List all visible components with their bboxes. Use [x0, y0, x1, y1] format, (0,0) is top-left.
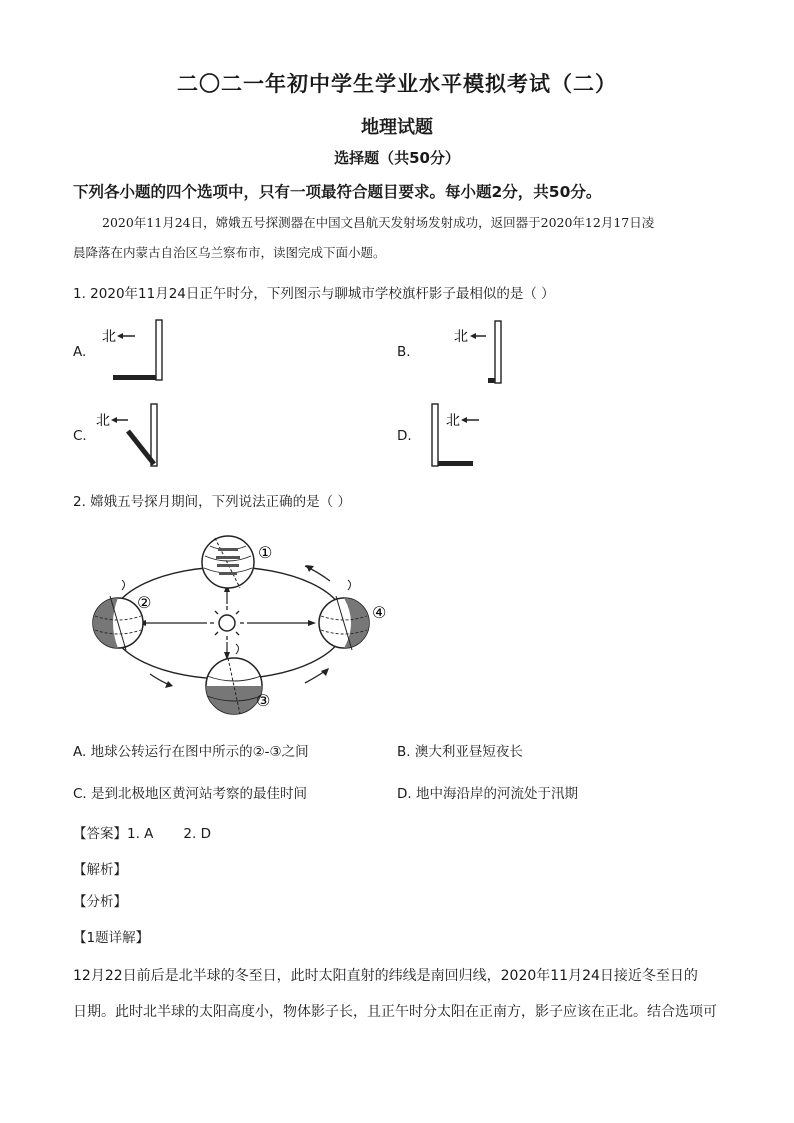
- label-2: ②: [137, 593, 152, 612]
- q1-option-c-label: C.: [73, 428, 87, 444]
- detail-label: 【1题详解】: [73, 930, 150, 946]
- answer-block: [73, 822, 211, 842]
- answer-label: 【答案】: [73, 826, 127, 842]
- instruction-text: 下列各小题的四个选项中，只有一项最符合题目要求。每小题2分，共50分。: [73, 183, 602, 201]
- q1-option-c-figure: [92, 402, 172, 470]
- north-label: 北: [446, 413, 460, 429]
- detail-line-1: 12月22日前后是北半球的冬至日，此时太阳直射的纬线是南回归线，2020年11月24日接近冬至日的: [73, 968, 698, 984]
- q1-option-b-label: B.: [397, 344, 411, 360]
- q2-option-b: B. 澳大利亚昼短夜长: [397, 744, 523, 760]
- flagpole: [151, 404, 157, 466]
- section-heading: 选择题（共50分）: [334, 149, 460, 167]
- label-1: ①: [258, 543, 273, 562]
- sun-icon: [210, 606, 244, 640]
- north-label: 北: [102, 329, 116, 345]
- q1-option-a-figure: [95, 318, 175, 386]
- rotation-arrow-icon: [236, 644, 239, 654]
- q2-option-c: C. 是到北极地区黄河站考察的最佳时间: [73, 786, 308, 802]
- page-title: 二〇二一年初中学生学业水平模拟考试（二）: [177, 72, 617, 96]
- q1-option-a-label: A.: [73, 344, 87, 360]
- shadow: [488, 378, 495, 383]
- orbit-arrow-icon: [306, 565, 314, 572]
- earth-position-4: [319, 596, 369, 650]
- q1-option-b-figure: [420, 320, 510, 386]
- q2-option-d: D. 地中海沿岸的河流处于汛期: [397, 786, 578, 802]
- arrow-left-icon: [117, 333, 123, 339]
- fenxi-label: 【分析】: [73, 894, 127, 910]
- shadow: [113, 375, 156, 380]
- flagpole: [432, 404, 438, 466]
- answer-1: 1. A: [127, 826, 154, 842]
- orbit-arrow-icon: [321, 668, 329, 676]
- earth-position-1: [202, 536, 254, 588]
- label-3: ③: [256, 691, 271, 710]
- q1-option-d-figure: [425, 402, 505, 470]
- arrow-left-icon: [461, 417, 467, 423]
- flagpole: [156, 320, 162, 380]
- intro-line-1: 2020年11月24日，嫦娥五号探测器在中国文昌航天发射场发射成功，返回器于2020年12月17日凌: [102, 215, 655, 230]
- page-subtitle: 地理试题: [361, 117, 433, 138]
- shadow: [438, 461, 473, 466]
- q1-option-d-label: D.: [397, 428, 412, 444]
- north-label: 北: [96, 413, 110, 429]
- analysis-label: 【解析】: [73, 862, 127, 878]
- earth-position-3: [206, 658, 262, 714]
- label-4: ④: [372, 603, 387, 622]
- arrow-left-icon: [470, 333, 476, 339]
- question-1: 1. 2020年11月24日正午时分，下列图示与聊城市学校旗杆影子最相似的是（ ）: [73, 286, 555, 302]
- earth-position-2: [93, 596, 143, 650]
- arrow-left-icon: [111, 417, 117, 423]
- intro-line-2: 晨降落在内蒙古自治区乌兰察布市，读图完成下面小题。: [73, 245, 386, 260]
- shadow: [128, 431, 154, 464]
- orbit-arrow-icon: [165, 681, 173, 688]
- rotation-arrow-icon: [348, 580, 351, 590]
- rotation-arrow-icon: [122, 580, 125, 590]
- north-label: 北: [454, 329, 468, 345]
- q2-option-a: A. 地球公转运行在图中所示的②-③之间: [73, 744, 309, 760]
- answer-2: 2. D: [183, 826, 211, 842]
- question-2: 2. 嫦娥五号探月期间，下列说法正确的是（ ）: [73, 494, 351, 510]
- detail-line-2: 日期。此时北半球的太阳高度小，物体影子长，且正午时分太阳在正南方，影子应该在正北。结合选项可: [73, 1004, 717, 1020]
- earth-orbit-diagram: [80, 526, 410, 721]
- flagpole: [495, 321, 501, 383]
